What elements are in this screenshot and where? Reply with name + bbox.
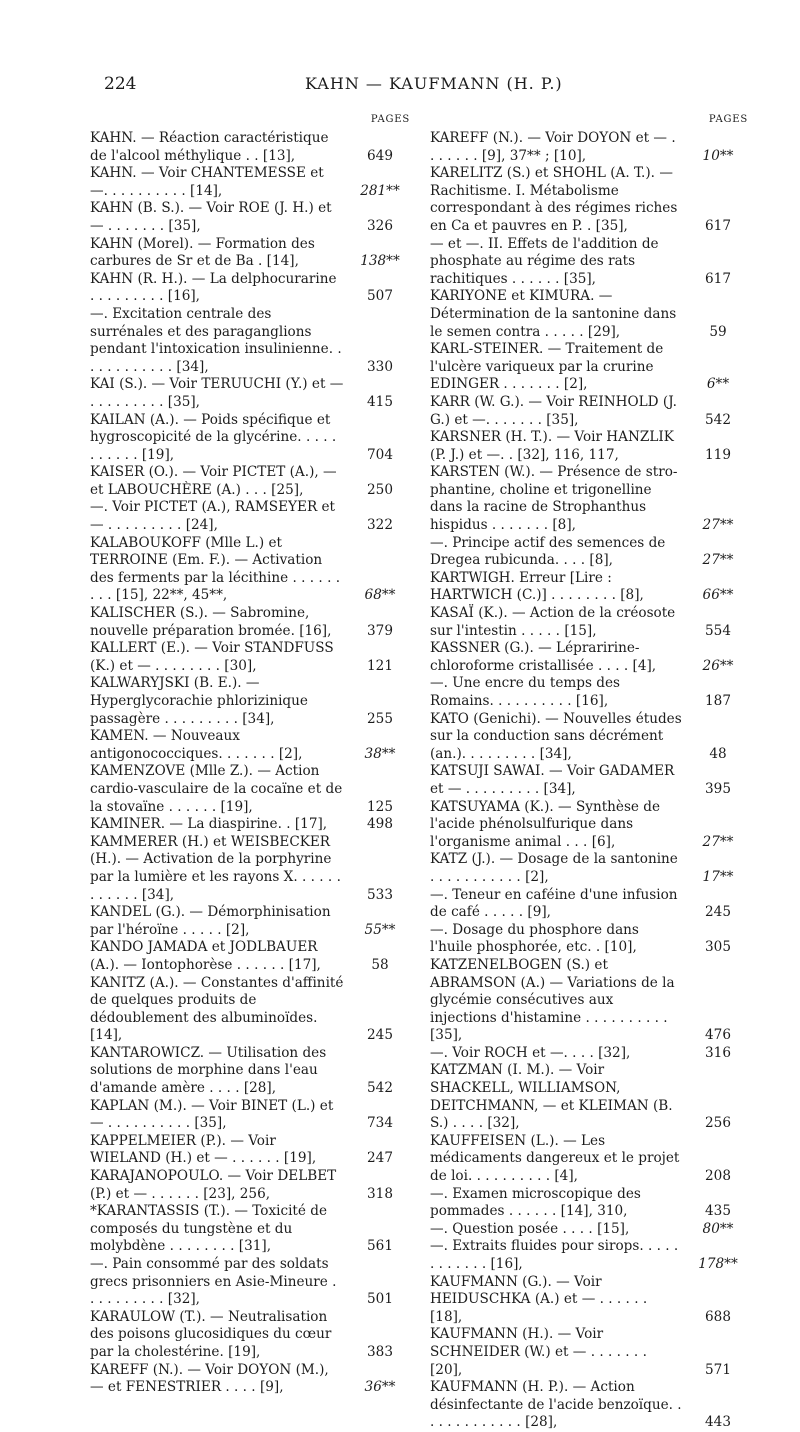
index-entry xyxy=(90,834,410,904)
entry-text: KAUFMANN (H. P.). — Action désinfectante de l'acide benzoïque. . . . . . . . . . . . . [28], xyxy=(430,1379,682,1431)
entry-text: KAHN. — Réaction caractéristique de l'alcool méthylique . . [13], xyxy=(90,130,329,164)
page-number: 224 xyxy=(104,74,137,94)
entry-page-number: 533 xyxy=(367,886,393,903)
entry-page-number: 542 xyxy=(705,411,731,428)
entry-text: *KARANTASSIS (T.). — Toxicité de composés du tungstène et du molybdène . . . . . . . . [31], xyxy=(90,1203,327,1255)
entry-page-number: 80** xyxy=(702,1220,734,1237)
entry-text: KAUFFEISEN (L.). — Les médicaments dangereux et le projet de loi. . . . . . . . . . [4], xyxy=(430,1132,680,1185)
entry-text: KATSUYAMA (K.). — Synthèse de l'acide phénolsulfurique dans l'organisme animal . . . [6], xyxy=(430,798,661,850)
entry-text: KARL-STEINER. — Traitement de l'ulcère variqueux par la crurine EDINGER . . . . . . . [2], xyxy=(430,341,664,393)
entry-text: KANITZ (A.). — Constantes d'affinité de quelques produits de dédoublement des albuminoïdes. [14], xyxy=(90,974,344,1044)
entry-page-number: 55** xyxy=(364,921,396,938)
entry-text: KARAJANOPOULO. — Voir DELBET (P.) et — . . . . . . [23], 256, xyxy=(90,1168,337,1202)
index-entry xyxy=(90,675,410,728)
entry-text: — et —. II. Effets de l'addition de phosphate au régime des rats rachitiques . . . . . . [35], xyxy=(430,235,659,287)
entry-text: KARIYONE et KIMURA. — Détermination de la santonine dans le semen contra . . . . . [29], xyxy=(430,288,677,340)
entry-text: KAISER (O.). — Voir PICTET (A.), — et LABOUCHÈRE (A.) . . . [25], xyxy=(90,464,337,498)
entry-page-number: 542 xyxy=(367,1080,393,1097)
index-entry xyxy=(430,570,748,605)
entry-text: —. Extraits fluides pour sirops. . . . . . . . . . . . [16], xyxy=(430,1238,679,1272)
entry-page-number: 554 xyxy=(705,622,731,639)
entry-page-number: 395 xyxy=(705,780,731,797)
entry-page-number: 316 xyxy=(705,1044,731,1061)
index-entry xyxy=(430,675,748,710)
index-entry xyxy=(90,130,410,165)
index-entry xyxy=(90,535,410,605)
entry-text: KAILAN (A.). — Poids spécifique et hygroscopicité de la glycérine. . . . . . . . . . . [19], xyxy=(90,411,337,463)
index-entry xyxy=(90,1045,410,1098)
entry-text: KARELITZ (S.) et SHOHL (A. T.). — Rachitisme. I. Métabolisme correspondant à des régimes riches en Ca et pauvres en P. . [35], xyxy=(430,165,678,234)
running-head: KAHN — KAUFMANN (H. P.) xyxy=(305,74,563,93)
entry-text: KARSNER (H. T.). — Voir HANZLIK (P. J.) et —. . [32], 116, 117, xyxy=(430,429,674,463)
index-entry xyxy=(90,1362,410,1397)
entry-text: KAPLAN (M.). — Voir BINET (L.) et — . . . . . . . . . . [35], xyxy=(90,1097,334,1132)
entry-text: KAUFMANN (H.). — Voir SCHNEIDER (W.) et — . . . . . . . [20], xyxy=(430,1326,647,1378)
left-column xyxy=(90,114,410,1397)
index-entry xyxy=(90,1168,410,1203)
entry-text: KARSTEN (W.). — Présence de stro-phantine, choline et trigonelline dans la racine de Strophanthus hispidus . . . . . . . [8], xyxy=(430,464,678,534)
entry-page-number: 178** xyxy=(698,1256,738,1272)
index-entry xyxy=(90,939,410,974)
entry-text: —. Dosage du phosphore dans l'huile phosphorée, etc. . [10], xyxy=(430,921,639,956)
entry-text: KARAULOW (T.). — Neutralisation des poisons glucosidiques du cœur par la cholestérine. [19], xyxy=(90,1308,332,1360)
entry-text: KAHN (B. S.). — Voir ROE (J. H.) et — . . . . . . . [35], xyxy=(90,200,332,234)
entry-text: —. Une encre du temps des Romains. . . . . . . . . . [16], xyxy=(430,675,620,709)
index-entry xyxy=(430,851,748,886)
right-entry-list xyxy=(430,130,748,1432)
index-entry xyxy=(430,429,748,464)
index-entry xyxy=(430,1045,748,1063)
entry-page-number: 561 xyxy=(367,1238,393,1255)
entry-page-number: 435 xyxy=(705,1203,731,1220)
entry-text: KATZ (J.). — Dosage de la santonine . . . . . . . . . . . [2], xyxy=(430,851,678,885)
index-entry xyxy=(430,957,748,1045)
index-entry xyxy=(90,728,410,763)
entry-text: KALWARYJSKI (B. E.). — Hyperglycorachie phlorizinique passagère . . . . . . . . . [34], xyxy=(90,675,308,727)
index-entry xyxy=(430,288,748,341)
entry-text: KASSNER (G.). — Lépraririne-chloroforme cristallisée . . . . [4], xyxy=(430,640,657,674)
entry-page-number: 121 xyxy=(367,657,393,674)
entry-text: —. Teneur en caféine d'une infusion de café . . . . . [9], xyxy=(430,886,678,921)
entry-text: —. Examen microscopique des pommades . . . . . . [14], 310, xyxy=(430,1185,641,1220)
entry-text: KASAÏ (K.). — Action de la créosote sur l'intestin . . . . . [15], xyxy=(430,605,676,639)
entry-text: KALISCHER (S.). — Sabromine, nouvelle préparation bromée. [16], xyxy=(90,605,332,639)
entry-page-number: 247 xyxy=(367,1150,393,1167)
entry-text: KATZENELBOGEN (S.) et ABRAMSON (A.) — Variations de la glycémie consécutives aux injections d'histamine . . . . . . . . . . [35], xyxy=(430,956,675,1044)
entry-text: KATO (Genichi). — Nouvelles études sur la conduction sans décrément (an.). . . . . . . . . [34], xyxy=(430,710,682,762)
entry-page-number: 58 xyxy=(371,956,389,973)
entry-page-number: 281** xyxy=(360,182,400,199)
index-entry xyxy=(430,236,748,289)
entry-page-number: 27** xyxy=(702,517,734,534)
entry-text: KAMEN. — Nouveaux antigonococciques. . . . . . . [2], xyxy=(90,728,303,762)
index-entry xyxy=(430,1326,748,1379)
entry-page-number: 27** xyxy=(702,552,734,569)
entry-text: —. Voir ROCH et —. . . . [32], xyxy=(430,1044,631,1061)
entry-text: —. Question posée . . . . [15], xyxy=(430,1220,630,1237)
entry-page-number: 649 xyxy=(367,147,393,164)
entry-text: KANDO JAMADA et JODLBAUER (A.). — Iontophorèse . . . . . . [17], xyxy=(90,939,321,973)
entry-text: KALLERT (E.). — Voir STANDFUSS (K.) et — . . . . . . . . [30], xyxy=(90,640,334,674)
right-column xyxy=(430,114,748,1432)
index-entry xyxy=(90,464,410,499)
entry-page-number: 27** xyxy=(702,833,734,850)
index-entry xyxy=(90,1203,410,1256)
index-entry xyxy=(90,165,410,200)
index-entry xyxy=(430,887,748,922)
entry-page-number: 379 xyxy=(367,622,393,639)
entry-text: KANDEL (G.). — Démorphinisation par l'héroïne . . . . . [2], xyxy=(90,904,331,938)
index-entry xyxy=(90,1098,410,1133)
entry-page-number: 245 xyxy=(367,1027,393,1044)
entry-page-number: 330 xyxy=(367,358,393,375)
entry-page-number: 318 xyxy=(367,1185,393,1202)
index-entry xyxy=(430,711,748,764)
entry-text: —. Pain consommé par des soldats grecs prisonniers en Asie-Mineure . . . . . . . . . . [32], xyxy=(90,1256,337,1308)
entry-text: KAHN (Morel). — Formation des carbures de Sr et de Ba . [14], xyxy=(90,235,315,270)
entry-page-number: 688 xyxy=(705,1308,731,1325)
entry-text: KATSUJI SAWAI. — Voir GADAMER et — . . . . . . . . . [34], xyxy=(430,763,675,797)
index-entry xyxy=(430,1238,748,1273)
entry-page-number: 119 xyxy=(705,446,731,463)
entry-page-number: 125 xyxy=(367,798,393,815)
entry-page-number: 59 xyxy=(709,323,727,340)
entry-page-number: 250 xyxy=(367,481,393,498)
entry-text: KANTAROWICZ. — Utilisation des solutions de morphine dans l'eau d'amande amère . . . . [28], xyxy=(90,1044,327,1097)
entry-text: KAMINER. — La diaspirine. . [17], xyxy=(90,816,328,833)
index-entry xyxy=(90,763,410,816)
entry-page-number: 255 xyxy=(367,710,393,727)
entry-page-number: 383 xyxy=(367,1343,393,1360)
entry-page-number: 138** xyxy=(360,253,400,270)
index-entry xyxy=(90,1256,410,1309)
pages-heading: PAGES xyxy=(370,114,410,125)
index-entry xyxy=(430,1186,748,1221)
entry-page-number: 10** xyxy=(702,147,734,164)
index-entry xyxy=(90,904,410,939)
index-entry xyxy=(430,763,748,798)
index-entry xyxy=(90,306,410,376)
entry-text: KATZMAN (I. M.). — Voir SHACKELL, WILLIAMSON, DEITCHMANN, — et KLEIMAN (B. S.) . . . . [32], xyxy=(430,1062,673,1132)
entry-page-number: 617 xyxy=(705,217,731,234)
entry-page-number: 208 xyxy=(705,1168,731,1185)
entry-page-number: 507 xyxy=(367,288,393,305)
entry-text: KAHN (R. H.). — La delphocurarine . . . . . . . . . [16], xyxy=(90,270,337,305)
entry-text: KALABOUKOFF (Mlle L.) et TERROINE (Em. F.). — Activation des ferments par la lécithine . . . . . . . . . [15], 22**, 45**, xyxy=(90,534,341,604)
left-entry-list xyxy=(90,130,410,1397)
entry-page-number: 256 xyxy=(705,1115,731,1132)
entry-page-number: 68** xyxy=(364,587,396,604)
entry-page-number: 66** xyxy=(702,587,734,604)
entry-page-number: 704 xyxy=(367,446,393,463)
index-entry xyxy=(430,640,748,675)
index-entry xyxy=(430,1062,748,1132)
entry-text: KAREFF (N.). — Voir DOYON et — . . . . . . . [9], 37** ; [10], xyxy=(430,130,676,164)
index-entry xyxy=(430,535,748,570)
pages-heading: PAGES xyxy=(708,114,748,125)
entry-page-number: 443 xyxy=(705,1414,731,1431)
index-entry xyxy=(430,1379,748,1432)
entry-page-number: 476 xyxy=(705,1027,731,1044)
entry-page-number: 17** xyxy=(702,868,734,885)
entry-page-number: 187 xyxy=(705,693,731,709)
index-entry xyxy=(430,1221,748,1239)
index-entry xyxy=(90,975,410,1045)
entry-text: —. Voir PICTET (A.), RAMSEYER et — . . . . . . . . . [24], xyxy=(90,499,336,534)
entry-page-number: 322 xyxy=(367,517,393,534)
entry-page-number: 326 xyxy=(367,217,393,234)
entry-page-number: 26** xyxy=(702,657,734,674)
entry-page-number: 36** xyxy=(364,1379,396,1396)
index-entry xyxy=(430,922,748,957)
index-entry xyxy=(430,165,748,235)
index-entry xyxy=(90,605,410,640)
index-entry xyxy=(430,341,748,394)
entry-text: KAUFMANN (G.). — Voir HEIDUSCHKA (A.) et — . . . . . . [18], xyxy=(430,1273,648,1325)
entry-text: KARR (W. G.). — Voir REINHOLD (J. G.) et —. . . . . . . [35], xyxy=(430,393,677,428)
entry-text: KAI (S.). — Voir TERUUCHI (Y.) et — . . . . . . . . . [35], xyxy=(90,376,344,410)
index-entry xyxy=(430,1133,748,1186)
index-entry xyxy=(90,1133,410,1168)
entry-page-number: 245 xyxy=(705,904,731,921)
entry-page-number: 498 xyxy=(367,816,393,833)
entry-text: KARTWIGH. Erreur [Lire : HARTWICH (C.)] . . . . . . . . [8], xyxy=(430,569,644,604)
entry-text: KAMMERER (H.) et WEISBECKER (H.). — Activation de la porphyrine par la lumière et les rayons X. . . . . . . . . . . . [34], xyxy=(90,833,341,903)
entry-page-number: 571 xyxy=(705,1361,731,1378)
entry-page-number: 734 xyxy=(367,1115,393,1132)
index-entry xyxy=(90,200,410,235)
entry-text: —. Excitation centrale des surrénales et des paraganglions pendant l'intoxication insulinienne. . . . . . . . . . . . [34], xyxy=(90,305,342,375)
index-entry xyxy=(90,376,410,411)
entry-text: KAMENZOVE (Mlle Z.). — Action cardio-vasculaire de la cocaïne et de la stovaïne . . . . . . [19], xyxy=(90,763,343,815)
page-header xyxy=(0,64,800,94)
index-entry xyxy=(90,236,410,271)
entry-page-number: 48 xyxy=(709,745,727,762)
index-entry xyxy=(90,640,410,675)
index-entry xyxy=(430,799,748,852)
entry-page-number: 6** xyxy=(706,376,730,393)
index-entry xyxy=(430,394,748,429)
index-entry xyxy=(430,130,748,165)
entry-page-number: 415 xyxy=(367,393,393,410)
index-entry xyxy=(430,605,748,640)
entry-text: KAHN. — Voir CHANTEMESSE et —. . . . . . . . . . [14], xyxy=(90,165,324,199)
entry-page-number: 38** xyxy=(364,745,396,762)
entry-page-number: 617 xyxy=(705,270,731,287)
entry-text: KAPPELMEIER (P.). — Voir WIELAND (H.) et — . . . . . . [19], xyxy=(90,1132,317,1167)
entry-page-number: 501 xyxy=(367,1291,393,1308)
entry-text: —. Principe actif des semences de Dregea rubicunda. . . . [8], xyxy=(430,534,666,569)
index-entry xyxy=(90,816,410,834)
index-entry xyxy=(90,499,410,534)
index-entry xyxy=(90,1309,410,1362)
index-entry xyxy=(90,271,410,306)
entry-text: KAREFF (N.). — Voir DOYON (M.), — et FENESTRIER . . . . [9], xyxy=(90,1361,329,1396)
entry-page-number: 305 xyxy=(705,939,731,956)
index-entry xyxy=(430,464,748,534)
index-entry xyxy=(90,412,410,465)
